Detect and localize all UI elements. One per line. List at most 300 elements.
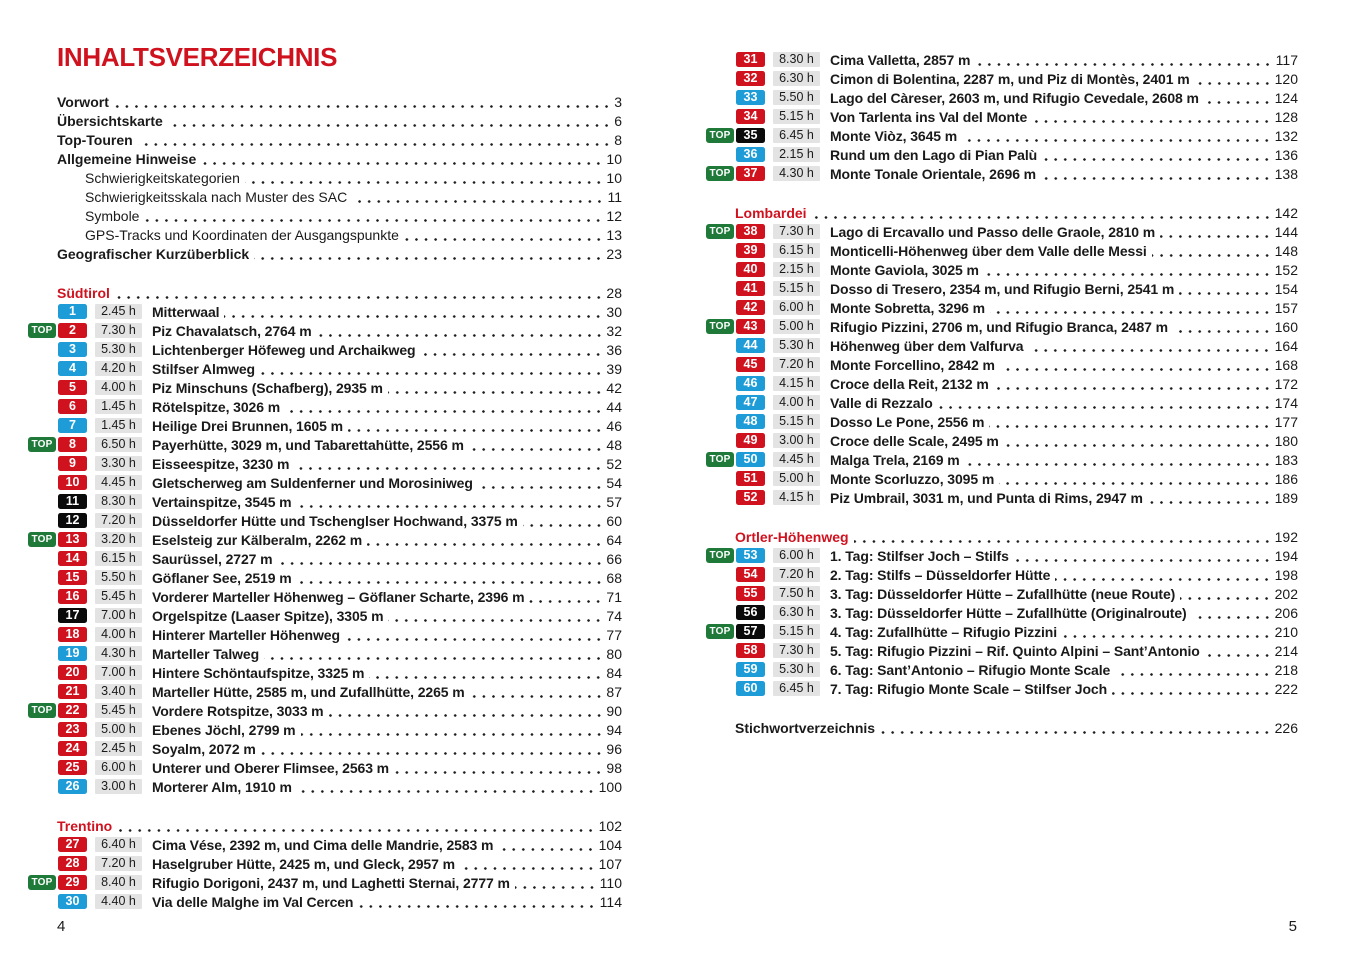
tour-number-badge: 26 [58,779,87,795]
tour-page-number: 218 [1274,661,1298,678]
dot-leader [278,562,604,565]
toc-tour-row [706,679,1298,698]
toc-tour-row [706,584,1298,603]
toc-tour-row [28,378,622,397]
dot-leader [352,200,604,203]
tour-page-number: 132 [1274,127,1298,144]
tour-title: Dosso Le Pone, 2556 m [830,413,985,430]
tour-number-badge: 30 [58,894,87,910]
toc-entry-label: Symbole [85,207,140,224]
toc-tour-row [28,454,622,473]
toc-tour-row [706,164,1298,183]
toc-entry-label: Geografischer Kurzüberblick [57,245,250,262]
tour-title: Vordere Rotspitze, 3033 m [152,702,324,719]
top-badge-slot [706,166,736,181]
toc-block [28,92,622,263]
tour-number-badge: 28 [58,856,87,872]
dot-leader [1041,177,1272,180]
tour-number-badge: 20 [58,665,87,681]
dot-leader [989,425,1271,428]
tour-duration: 4.45 h [773,452,820,468]
tour-page-number: 107 [598,855,622,872]
tour-title: Lago del Càreser, 2603 m, und Rifugio Cevedale, 2608 m [830,89,1199,106]
tour-title: Croce della Reit, 2132 m [830,375,989,392]
tour-number-badge: 36 [736,147,765,163]
tour-page-number: 114 [599,893,622,910]
tour-number-badge: 45 [736,357,765,373]
toc-entry-label: GPS-Tracks und Koordinaten der Ausgangspunkte [85,226,399,243]
tour-title: 7. Tag: Rifugio Monte Scale – Stilfser Joch [830,680,1108,697]
tour-page-number: 71 [606,588,622,605]
tour-duration: 7.30 h [95,323,142,339]
tour-duration: 3.00 h [95,779,142,795]
toc-tour-row [28,435,622,454]
tour-page-number: 36 [606,341,622,358]
tour-duration: 3.20 h [95,532,142,548]
tour-duration: 4.00 h [95,627,142,643]
tour-title: Valle di Rezzalo [830,394,933,411]
toc-block [706,527,1298,698]
tour-number-badge: 55 [736,586,765,602]
left-page-number: 4 [57,918,66,935]
tour-number-badge: 3 [58,342,87,358]
dot-leader [117,829,595,832]
tour-duration: 6.40 h [95,837,142,853]
toc-tour-row [706,126,1298,145]
tour-title: Eisseespitze, 3230 m [152,455,290,472]
tour-page-number: 144 [1274,223,1298,240]
tour-title: Marteller Hütte, 2585 m, und Zufallhütte, 2265 m [152,683,465,700]
toc-tour-row [706,145,1298,164]
toc-entry-label: Übersichtskarte [57,112,163,129]
dot-leader [984,273,1272,276]
top-badge-slot [28,875,58,890]
tour-page-number: 157 [1274,299,1298,316]
tour-page-number: 186 [1274,470,1298,487]
tour-duration: 6.45 h [773,681,820,697]
toc-entry-page-number: 13 [606,226,622,243]
toc-tour-row [706,431,1298,450]
dot-leader [1204,101,1272,104]
tour-page-number: 222 [1274,680,1298,697]
dot-leader [114,105,611,108]
tour-duration: 5.45 h [95,589,142,605]
right-page-number: 5 [1288,918,1297,935]
tour-duration: 5.15 h [773,624,820,640]
dot-leader [345,638,604,641]
dot-leader [1179,292,1271,295]
toc-tour-row [28,340,622,359]
tour-title: Von Tarlenta ins Val del Monte [830,108,1028,125]
tour-title: Monte Forcellino, 2842 m [830,356,995,373]
toc-block [706,50,1298,183]
tour-page-number: 90 [606,702,622,719]
tour-title: Orgelspitze (Laaser Spitze), 3305 m [152,607,384,624]
tour-duration: 3.40 h [95,684,142,700]
tour-duration: 5.15 h [773,414,820,430]
top-badge: TOP [706,319,734,334]
tour-number-badge: 13 [58,532,87,548]
toc-front-row [28,130,622,149]
dot-leader [367,543,603,546]
dot-leader [469,448,604,451]
toc-tour-row [28,892,622,911]
tour-number-badge: 51 [736,471,765,487]
tour-duration: 7.20 h [773,567,820,583]
tour-number-badge: 43 [736,319,765,335]
tour-number-badge: 54 [736,567,765,583]
tour-duration: 6.50 h [95,437,142,453]
toc-tour-row [28,568,622,587]
toc-tour-row [28,663,622,682]
toc-tour-row [28,511,622,530]
tour-duration: 4.45 h [95,475,142,491]
dot-leader [297,790,596,793]
toc-tour-row [706,412,1298,431]
tour-page-number: 44 [606,398,622,415]
toc-tour-row [28,758,622,777]
dot-leader [1062,635,1272,638]
toc-tour-row [28,682,622,701]
tour-title: Monticelli-Höhenweg über dem Valle delle Messi [830,242,1147,259]
tour-page-number: 39 [606,360,622,377]
tour-title: Heilige Drei Brunnen, 1605 m [152,417,343,434]
tour-duration: 7.20 h [95,513,142,529]
tour-page-number: 80 [606,645,622,662]
tour-page-number: 202 [1274,585,1298,602]
dot-leader [1180,597,1271,600]
tour-duration: 8.40 h [95,875,142,891]
tour-number-badge: 29 [58,875,87,891]
tour-number-badge: 11 [58,494,87,510]
dot-leader [990,311,1272,314]
dot-leader [420,353,603,356]
tour-number-badge: 40 [736,262,765,278]
dot-leader [224,315,603,318]
tour-duration: 7.30 h [773,643,820,659]
top-badge-slot [706,319,736,334]
top-badge-slot [706,624,736,639]
tour-number-badge: 23 [58,722,87,738]
toc-tour-row [28,644,622,663]
tour-number-badge: 4 [58,361,87,377]
tour-number-badge: 41 [736,281,765,297]
tour-title: Via delle Malghe im Val Cercen [152,893,354,910]
tour-title: 6. Tag: Sant’Antonio – Rifugio Monte Scale [830,661,1111,678]
top-badge: TOP [28,437,56,452]
dot-leader [1000,368,1272,371]
tour-number-badge: 32 [736,71,765,87]
tour-number-badge: 27 [58,837,87,853]
toc-front-row [28,244,622,263]
tour-number-badge: 60 [736,681,765,697]
toc-entry-label: Schwierigkeitsskala nach Muster des SAC [85,188,348,205]
tour-duration: 8.30 h [773,52,820,68]
toc-entry-page-number: 23 [606,245,622,262]
toc-entry-page-number: 12 [606,207,622,224]
top-badge: TOP [706,452,734,467]
tour-page-number: 48 [606,436,622,453]
tour-page-number: 100 [598,778,622,795]
tour-page-number: 148 [1274,242,1298,259]
tour-title: Rötelspitze, 3026 m [152,398,281,415]
toc-section-header [28,283,622,302]
toc-tour-row [28,492,622,511]
toc-front-row [28,149,622,168]
dot-leader [294,467,603,470]
toc-tour-row [706,241,1298,260]
toc-block [28,816,622,911]
toc-section-header [706,203,1298,222]
tour-duration: 4.40 h [95,894,142,910]
tour-page-number: 30 [606,303,622,320]
tour-duration: 1.45 h [95,399,142,415]
tour-duration: 5.30 h [773,338,820,354]
toc-tour-row [706,279,1298,298]
tour-duration: 2.45 h [95,741,142,757]
dot-leader [144,219,603,222]
top-badge-slot [28,323,58,338]
tour-duration: 6.15 h [773,243,820,259]
toc-tour-row [28,625,622,644]
toc-entry-page-number: 10 [606,169,622,186]
top-badge: TOP [28,875,56,890]
tour-title: Morterer Alm, 1910 m [152,778,292,795]
toc-tour-row [28,854,622,873]
dot-leader [1148,501,1272,504]
toc-tour-row [706,107,1298,126]
toc-tour-row [28,416,622,435]
dot-leader [1173,330,1272,333]
tour-title: Monte Tonale Orientale, 2696 m [830,165,1037,182]
tour-title: Monte Sobretta, 3296 m [830,299,985,316]
tour-title: Payerhütte, 3029 m, und Tabarettahütte, 2556 m [152,436,464,453]
toc-tour-row [28,302,622,321]
dot-leader [965,463,1272,466]
top-badge: TOP [28,532,56,547]
tour-duration: 6.15 h [95,551,142,567]
tour-title: Hinterer Marteller Höhenweg [152,626,340,643]
tour-duration: 5.30 h [773,662,820,678]
tour-title: 5. Tag: Rifugio Pizzini – Rif. Quinto Alpini – Sant’Antonio [830,642,1200,659]
toc-tour-row [706,603,1298,622]
top-badge: TOP [28,323,56,338]
dot-leader [498,848,595,851]
tour-duration: 1.45 h [95,418,142,434]
toc-entry-label: Stichwortverzeichnis [735,719,876,736]
toc-tour-row [706,88,1298,107]
dot-leader [261,752,604,755]
tour-duration: 5.30 h [95,342,142,358]
tour-duration: 6.30 h [773,605,820,621]
dot-leader [1152,254,1272,257]
tour-page-number: 189 [1274,489,1298,506]
toc-entry-label: Vorwort [57,93,109,110]
dot-leader [460,867,596,870]
tour-number-badge: 46 [736,376,765,392]
tour-title: Gletscherweg am Suldenferner und Morosiniweg [152,474,473,491]
tour-number-badge: 7 [58,418,87,434]
tour-title: Vorderer Marteller Höhenweg – Göflaner Scharte, 2396 m [152,588,525,605]
tour-duration: 5.50 h [95,570,142,586]
tour-number-badge: 2 [58,323,87,339]
tour-number-badge: 34 [736,109,765,125]
tour-page-number: 177 [1274,413,1298,430]
tour-title: Cima Valletta, 2857 m [830,51,971,68]
tour-number-badge: 49 [736,433,765,449]
toc-entry-page-number: 6 [614,112,622,129]
tour-title: Monte Scorluzzo, 3095 m [830,470,995,487]
tour-duration: 6.00 h [773,548,820,564]
toc-section-header [706,527,1298,546]
dot-leader [245,181,604,184]
tour-number-badge: 6 [58,399,87,415]
tour-duration: 4.00 h [773,395,820,411]
toc-tour-row [706,50,1298,69]
tour-number-badge: 19 [58,646,87,662]
tour-page-number: 210 [1274,623,1298,640]
tour-title: Höhenweg über dem Valfurva [830,337,1024,354]
tour-page-number: 77 [606,626,622,643]
tour-page-number: 96 [606,740,622,757]
dot-leader [264,657,603,660]
dot-leader [470,695,604,698]
tour-duration: 4.15 h [773,376,820,392]
tour-number-badge: 59 [736,662,765,678]
toc-tour-row [28,359,622,378]
dot-leader [1028,349,1271,352]
toc-tour-row [706,565,1298,584]
toc-tour-row [28,397,622,416]
tour-duration: 3.30 h [95,456,142,472]
tour-title: Piz Minschuns (Schafberg), 2935 m [152,379,383,396]
tour-duration: 7.20 h [773,357,820,373]
dot-leader [297,581,604,584]
tour-duration: 7.20 h [95,856,142,872]
tour-duration: 7.30 h [773,224,820,240]
top-badge: TOP [706,624,734,639]
top-badge: TOP [28,703,56,718]
section-page-number: 28 [606,284,622,301]
dot-leader [1195,82,1272,85]
tour-number-badge: 37 [736,166,765,182]
dot-leader [358,905,596,908]
toc-block [28,283,622,796]
tour-title: Dosso di Tresero, 2354 m, und Rifugio Berni, 2541 m [830,280,1175,297]
tour-duration: 4.15 h [773,490,820,506]
tour-duration: 7.50 h [773,586,820,602]
tour-duration: 6.45 h [773,128,820,144]
toc-tour-row [706,450,1298,469]
tour-duration: 7.00 h [95,665,142,681]
tour-page-number: 128 [1274,108,1298,125]
tour-title: Lichtenberger Höfeweg und Archaikweg [152,341,416,358]
dot-leader [1112,692,1272,695]
tour-page-number: 32 [606,322,622,339]
toc-tour-row [706,317,1298,336]
tour-number-badge: 22 [58,703,87,719]
tour-title: 3. Tag: Düsseldorfer Hütte – Zufallhütte (Originalroute) [830,604,1187,621]
dot-leader [329,714,604,717]
tour-page-number: 110 [599,874,622,891]
tour-number-badge: 57 [736,624,765,640]
tour-duration: 5.00 h [773,471,820,487]
dot-leader [854,540,1272,543]
dot-leader [1055,578,1271,581]
tour-page-number: 104 [598,836,622,853]
toc-tour-row [706,393,1298,412]
toc-tour-row [28,835,622,854]
tour-page-number: 74 [606,607,622,624]
tour-duration: 4.30 h [773,166,820,182]
dot-leader [394,771,603,774]
tour-page-number: 117 [1275,51,1298,68]
tour-number-badge: 58 [736,643,765,659]
dot-leader [404,238,604,241]
tour-title: Mitterwaal [152,303,220,320]
tour-title: Cima Vése, 2392 m, und Cima delle Mandrie, 2583 m [152,836,494,853]
dot-leader [388,391,604,394]
tour-number-badge: 50 [736,452,765,468]
section-page-number: 102 [598,817,622,834]
tour-title: 1. Tag: Stilfser Joch – Stilfs [830,547,1009,564]
tour-page-number: 57 [606,493,622,510]
tour-title: 3. Tag: Düsseldorfer Hütte – Zufallhütte (neue Route) [830,585,1176,602]
tour-duration: 2.15 h [773,147,820,163]
tour-number-badge: 15 [58,570,87,586]
tour-duration: 5.50 h [773,90,820,106]
dot-leader [388,619,603,622]
tour-duration: 6.30 h [773,71,820,87]
dot-leader [523,524,604,527]
tour-duration: 5.00 h [95,722,142,738]
dot-leader [348,429,603,432]
tour-number-badge: 33 [736,90,765,106]
section-title: Ortler-Höhenweg [735,528,849,545]
tour-page-number: 124 [1274,89,1298,106]
dot-leader [297,505,604,508]
toc-tour-row [706,374,1298,393]
dot-leader [975,63,1272,66]
toc-front-row [28,225,622,244]
dot-leader [369,676,603,679]
tour-title: Vertainspitze, 3545 m [152,493,292,510]
tour-page-number: 164 [1274,337,1298,354]
top-badge: TOP [706,166,734,181]
tour-number-badge: 24 [58,741,87,757]
top-badge-slot [706,128,736,143]
toc-tour-row [706,641,1298,660]
section-title: Südtirol [57,284,110,301]
toc-entry-label: Schwierigkeitskategorien [85,169,240,186]
toc-tour-row [706,222,1298,241]
top-badge-slot [28,703,58,718]
tour-duration: 2.15 h [773,262,820,278]
tour-title: Düsseldorfer Hütte und Tschenglser Hochwand, 3375 m [152,512,518,529]
tour-number-badge: 8 [58,437,87,453]
tour-number-badge: 53 [736,548,765,564]
tour-title: Rifugio Pizzini, 2706 m, und Rifugio Branca, 2487 m [830,318,1168,335]
tour-title: Monte Viòz, 3645 m [830,127,958,144]
top-badge-slot [28,532,58,547]
section-page-number: 142 [1274,204,1298,221]
tour-page-number: 136 [1274,146,1298,163]
toc-entry-page-number: 11 [607,188,622,205]
dot-leader [515,886,597,889]
tour-number-badge: 48 [736,414,765,430]
tour-page-number: 168 [1274,356,1298,373]
dot-leader [999,482,1271,485]
